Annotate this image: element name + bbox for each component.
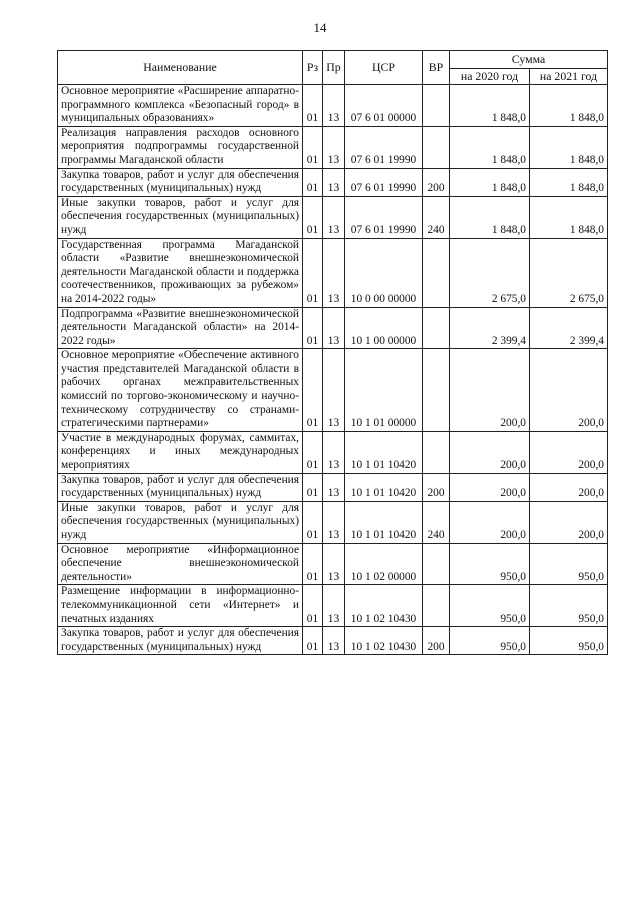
row-sum-2021: 200,0 (530, 501, 608, 543)
table-row (58, 431, 608, 473)
row-sum-2021: 1 848,0 (530, 85, 608, 127)
row-pr: 13 (323, 431, 345, 473)
row-csr: 10 1 01 10420 (345, 501, 423, 543)
row-name: Подпрограмма «Развитие внешнеэкономической деятельности Магаданской области» на 2014-2022 годы» (58, 307, 303, 349)
row-sum-2021: 200,0 (530, 431, 608, 473)
row-sum-2020: 200,0 (450, 431, 530, 473)
row-vr: 240 (423, 501, 450, 543)
row-csr: 10 1 01 10420 (345, 473, 423, 501)
row-pr: 13 (323, 126, 345, 168)
table-row (58, 196, 608, 238)
row-rz: 01 (303, 431, 323, 473)
row-sum-2020: 200,0 (450, 501, 530, 543)
row-rz: 01 (303, 543, 323, 585)
row-name: Иные закупки товаров, работ и услуг для обеспечения государственных (муниципальных) нужд (58, 501, 303, 543)
row-vr (423, 307, 450, 349)
row-sum-2020: 2 675,0 (450, 238, 530, 307)
header-year-2020: на 2020 год (450, 69, 530, 85)
header-name: Наименование (58, 51, 303, 85)
page-number: 14 (313, 20, 327, 35)
header-rz: Рз (303, 51, 323, 85)
row-rz: 01 (303, 168, 323, 196)
row-sum-2020: 950,0 (450, 543, 530, 585)
row-rz: 01 (303, 85, 323, 127)
row-vr (423, 431, 450, 473)
row-csr: 07 6 01 19990 (345, 126, 423, 168)
row-sum-2021: 200,0 (530, 473, 608, 501)
row-csr: 10 1 02 00000 (345, 543, 423, 585)
row-rz: 01 (303, 196, 323, 238)
row-pr: 13 (323, 627, 345, 655)
row-csr: 10 1 02 10430 (345, 627, 423, 655)
row-csr: 10 1 00 00000 (345, 307, 423, 349)
header-pr: Пр (323, 51, 345, 85)
header-csr: ЦСР (345, 51, 423, 85)
row-csr: 07 6 01 19990 (345, 196, 423, 238)
row-pr: 13 (323, 501, 345, 543)
row-rz: 01 (303, 501, 323, 543)
table-row (58, 627, 608, 655)
row-pr: 13 (323, 168, 345, 196)
row-sum-2020: 200,0 (450, 349, 530, 432)
row-sum-2021: 1 848,0 (530, 126, 608, 168)
row-csr: 07 6 01 00000 (345, 85, 423, 127)
table-row (58, 126, 608, 168)
row-sum-2020: 1 848,0 (450, 196, 530, 238)
row-rz: 01 (303, 585, 323, 627)
row-sum-2020: 1 848,0 (450, 126, 530, 168)
row-name: Реализация направления расходов основного мероприятия подпрограммы государственной программы Магаданской области (58, 126, 303, 168)
header-vr: ВР (423, 51, 450, 85)
row-sum-2020: 1 848,0 (450, 168, 530, 196)
table-row (58, 307, 608, 349)
row-vr (423, 238, 450, 307)
table-body (58, 85, 608, 655)
row-sum-2021: 1 848,0 (530, 168, 608, 196)
row-name: Закупка товаров, работ и услуг для обеспечения государственных (муниципальных) нужд (58, 168, 303, 196)
row-name: Основное мероприятие «Информационное обеспечение внешнеэкономической деятельности» (58, 543, 303, 585)
row-pr: 13 (323, 307, 345, 349)
row-pr: 13 (323, 585, 345, 627)
row-pr: 13 (323, 85, 345, 127)
row-name: Основное мероприятие «Расширение аппаратно-программного комплекса «Безопасный город» в муниципальных образованиях» (58, 85, 303, 127)
row-sum-2020: 1 848,0 (450, 85, 530, 127)
row-name: Государственная программа Магаданской области «Развитие внешнеэкономической деятельности Магаданской области и поддержка соотечественников, проживающих за рубежом» на 2014-2022 годы» (58, 238, 303, 307)
row-name: Иные закупки товаров, работ и услуг для обеспечения государственных (муниципальных) нужд (58, 196, 303, 238)
row-name: Участие в международных форумах, саммитах, конференциях и иных международных мероприятиях (58, 431, 303, 473)
row-vr (423, 85, 450, 127)
row-pr: 13 (323, 473, 345, 501)
row-sum-2021: 200,0 (530, 349, 608, 432)
row-vr: 200 (423, 473, 450, 501)
row-csr: 10 1 02 10430 (345, 585, 423, 627)
table-row (58, 585, 608, 627)
row-name: Основное мероприятие «Обеспечение активного участия представителей Магаданской области в рабочих органах межправительственных комиссий по торгово-экономическому и научно-техническому сотрудничеству со странами-стратегическими партнерами» (58, 349, 303, 432)
row-rz: 01 (303, 307, 323, 349)
row-name: Закупка товаров, работ и услуг для обеспечения государственных (муниципальных) нужд (58, 473, 303, 501)
row-vr (423, 543, 450, 585)
table-row (58, 473, 608, 501)
row-pr: 13 (323, 349, 345, 432)
row-sum-2020: 950,0 (450, 627, 530, 655)
row-vr: 240 (423, 196, 450, 238)
table-row (58, 85, 608, 127)
row-name: Размещение информации в информационно-телекоммуникационной сети «Интернет» и печатных изданиях (58, 585, 303, 627)
row-sum-2021: 950,0 (530, 627, 608, 655)
row-rz: 01 (303, 238, 323, 307)
row-sum-2021: 950,0 (530, 585, 608, 627)
row-sum-2021: 2 675,0 (530, 238, 608, 307)
row-sum-2021: 2 399,4 (530, 307, 608, 349)
row-name: Закупка товаров, работ и услуг для обеспечения государственных (муниципальных) нужд (58, 627, 303, 655)
row-vr (423, 349, 450, 432)
header-sum: Сумма (450, 51, 608, 69)
budget-table (57, 50, 608, 655)
row-pr: 13 (323, 543, 345, 585)
row-sum-2020: 2 399,4 (450, 307, 530, 349)
row-rz: 01 (303, 349, 323, 432)
row-csr: 07 6 01 19990 (345, 168, 423, 196)
row-sum-2021: 950,0 (530, 543, 608, 585)
row-vr (423, 126, 450, 168)
row-vr (423, 585, 450, 627)
row-pr: 13 (323, 196, 345, 238)
header-year-2021: на 2021 год (530, 69, 608, 85)
row-csr: 10 0 00 00000 (345, 238, 423, 307)
row-csr: 10 1 01 00000 (345, 349, 423, 432)
row-rz: 01 (303, 473, 323, 501)
row-sum-2021: 1 848,0 (530, 196, 608, 238)
row-vr: 200 (423, 168, 450, 196)
table-row (58, 543, 608, 585)
table-header (58, 51, 608, 85)
row-vr: 200 (423, 627, 450, 655)
row-csr: 10 1 01 10420 (345, 431, 423, 473)
row-sum-2020: 950,0 (450, 585, 530, 627)
row-sum-2020: 200,0 (450, 473, 530, 501)
table-row (58, 501, 608, 543)
table-row (58, 238, 608, 307)
row-rz: 01 (303, 126, 323, 168)
row-pr: 13 (323, 238, 345, 307)
row-rz: 01 (303, 627, 323, 655)
table-row (58, 349, 608, 432)
table-row (58, 168, 608, 196)
